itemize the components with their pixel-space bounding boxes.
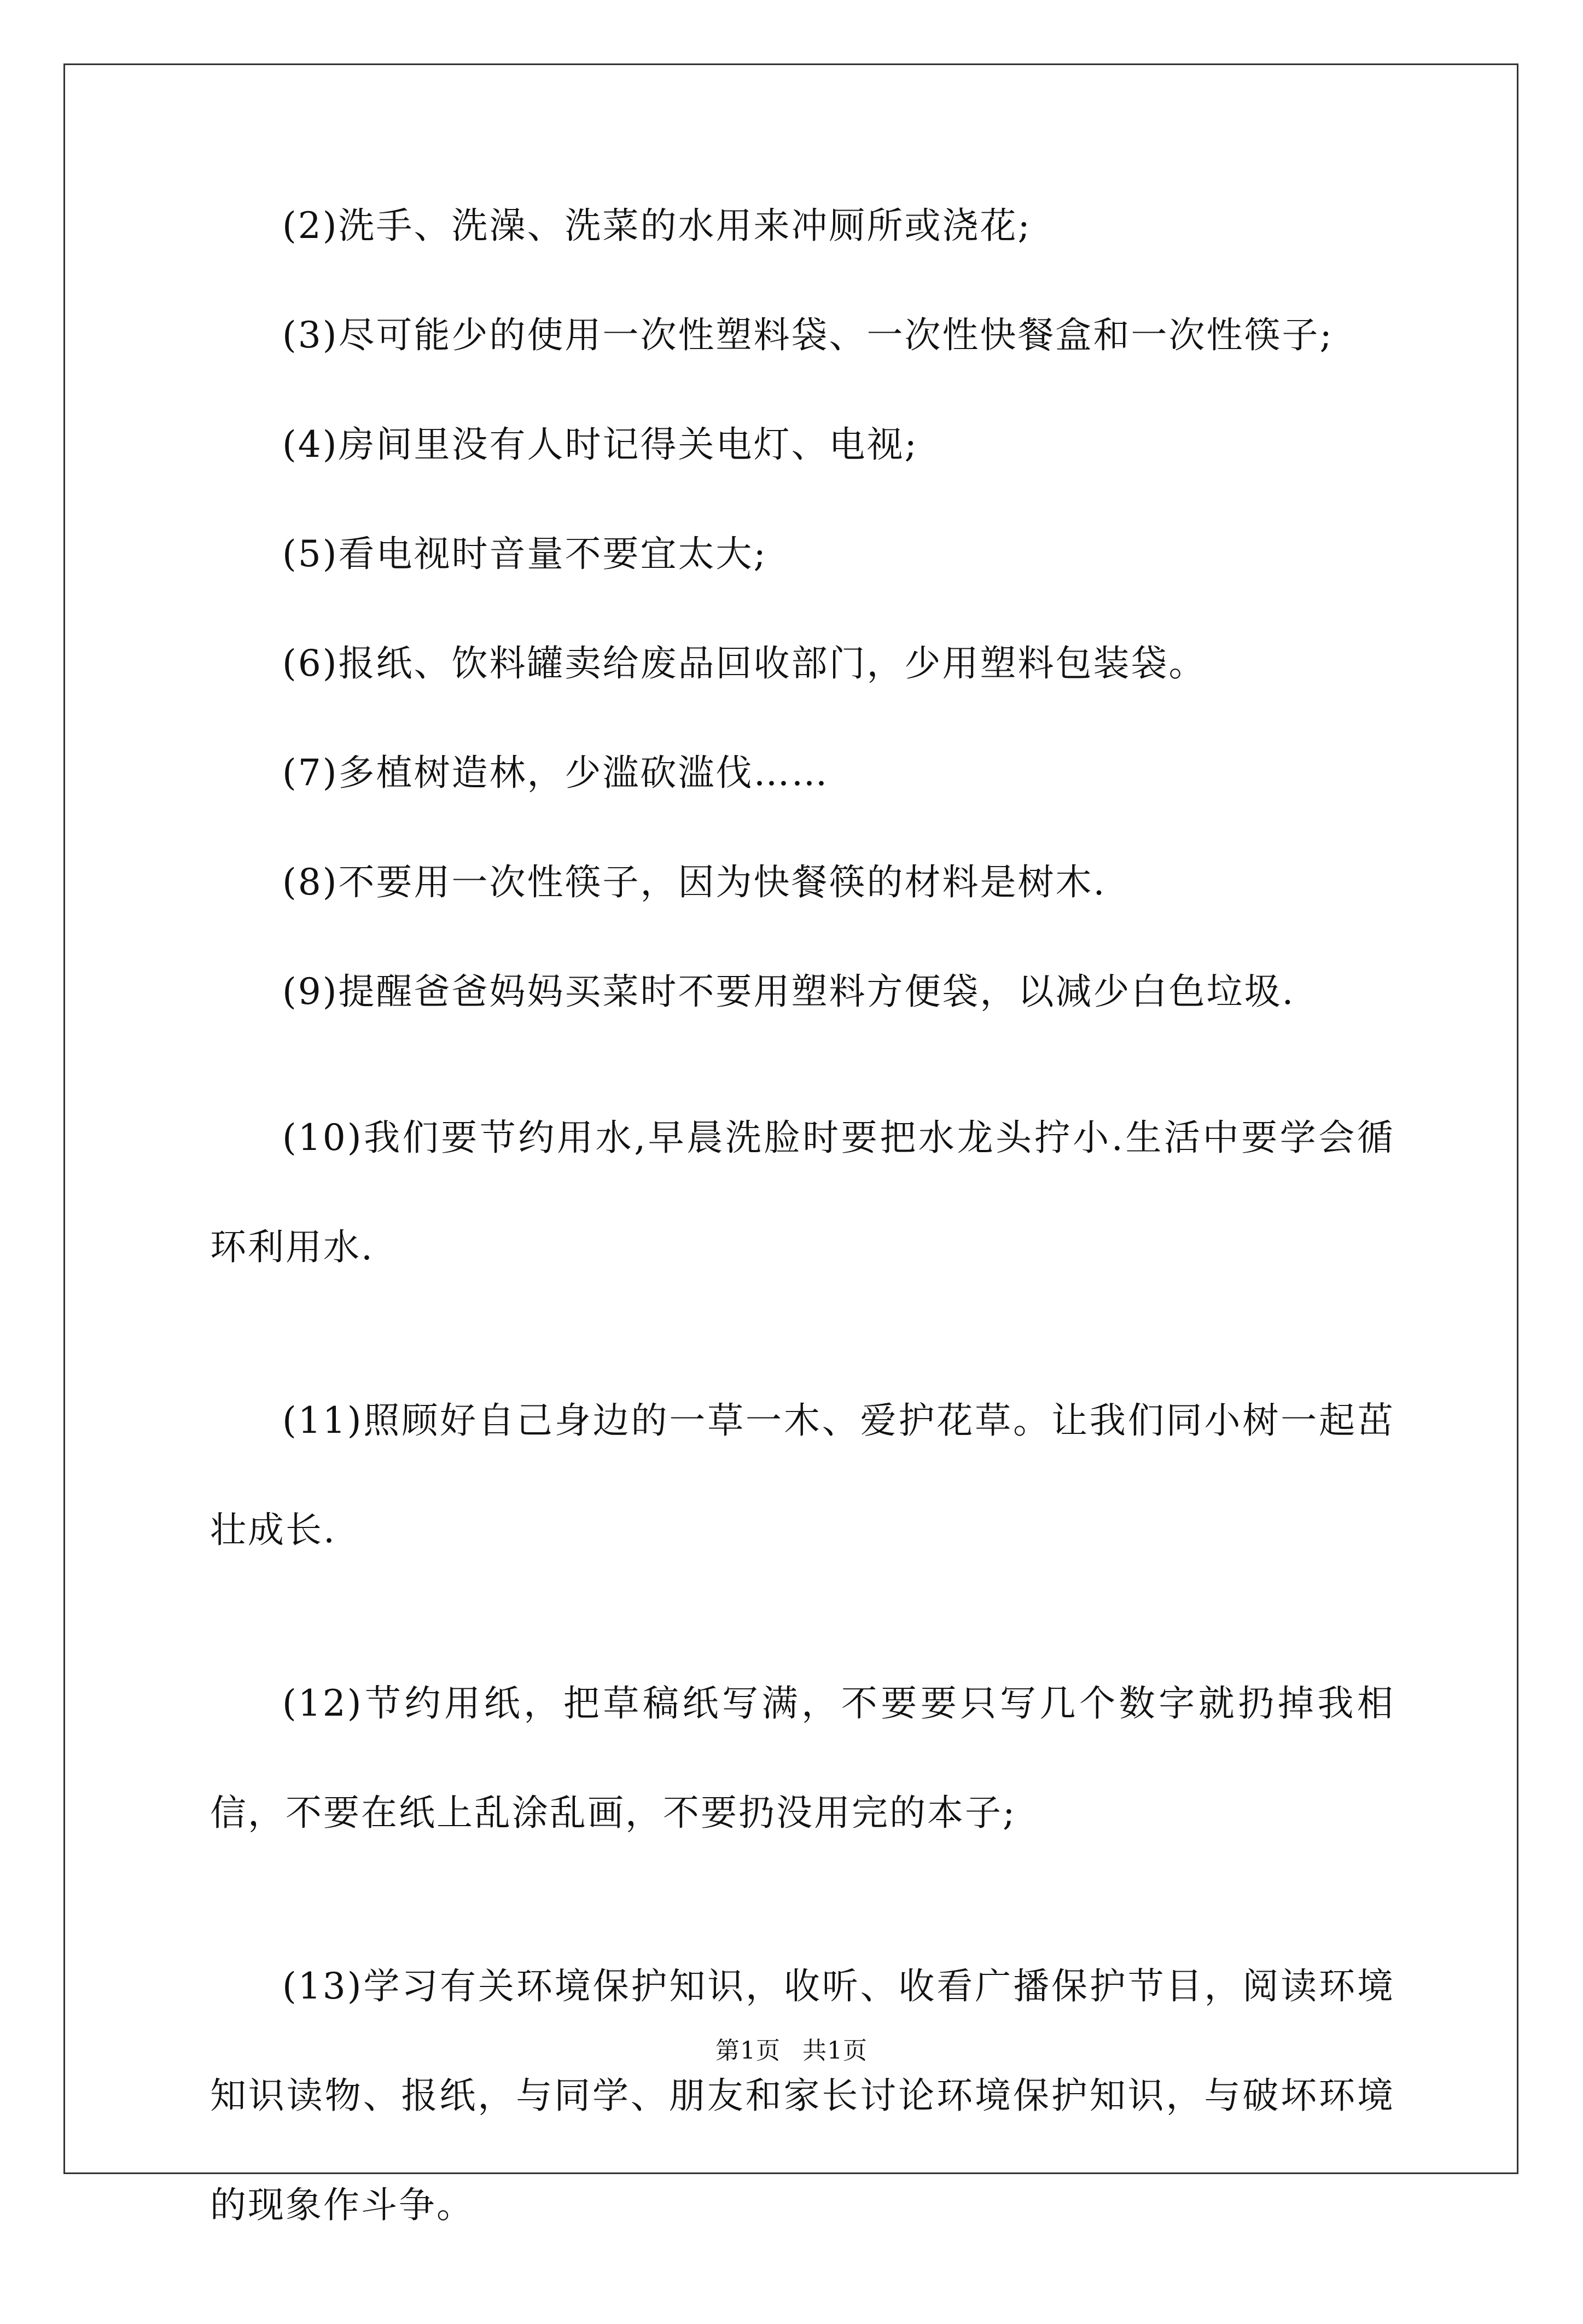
paragraph-3: (3)尽可能少的使用一次性塑料袋、一次性快餐盒和一次性筷子; (282, 314, 1334, 356)
page-total: 共1页 (802, 2037, 868, 2065)
paragraph-6: (6)报纸、饮料罐卖给废品回收部门，少用塑料包装袋。 (282, 642, 1207, 684)
paragraph-4: (4)房间里没有人时记得关电灯、电视; (282, 423, 918, 466)
paragraph-9: (9)提醒爸爸妈妈买菜时不要用塑料方便袋，以减少白色垃圾. (282, 971, 1295, 1013)
paragraph-12: (12)节约用纸，把草稿纸写满，不要要只写几个数字就扔掉我相信，不要在纸上乱涂乱画，不要扔没用完的本子; (210, 1682, 1395, 1834)
paragraph-2: (2)洗手、洗澡、洗菜的水用来冲厕所或浇花; (282, 205, 1032, 247)
page-footer (0, 2037, 1583, 2065)
paragraph-8: (8)不要用一次性筷子，因为快餐筷的材料是树木. (282, 861, 1107, 903)
paragraph-13: (13)学习有关环境保护知识，收听、收看广播保护节目，阅读环境知识读物、报纸，与同学、朋友和家长讨论环境保护知识，与破坏环境的现象作斗争。 (210, 1965, 1395, 2226)
paragraph-10: (10)我们要节约用水,早晨洗脸时要把水龙头拧小.生活中要学会循环利用水. (210, 1117, 1395, 1268)
page-number: 第1页 (715, 2037, 781, 2065)
paragraph-7: (7)多植树造林，少滥砍滥伐…… (282, 752, 829, 794)
paragraph-11: (11)照顾好自己身边的一草一木、爱护花草。让我们同小树一起茁壮成长. (210, 1399, 1395, 1551)
document-body (210, 205, 1395, 2324)
paragraph-5: (5)看电视时音量不要宜太大; (282, 533, 767, 575)
